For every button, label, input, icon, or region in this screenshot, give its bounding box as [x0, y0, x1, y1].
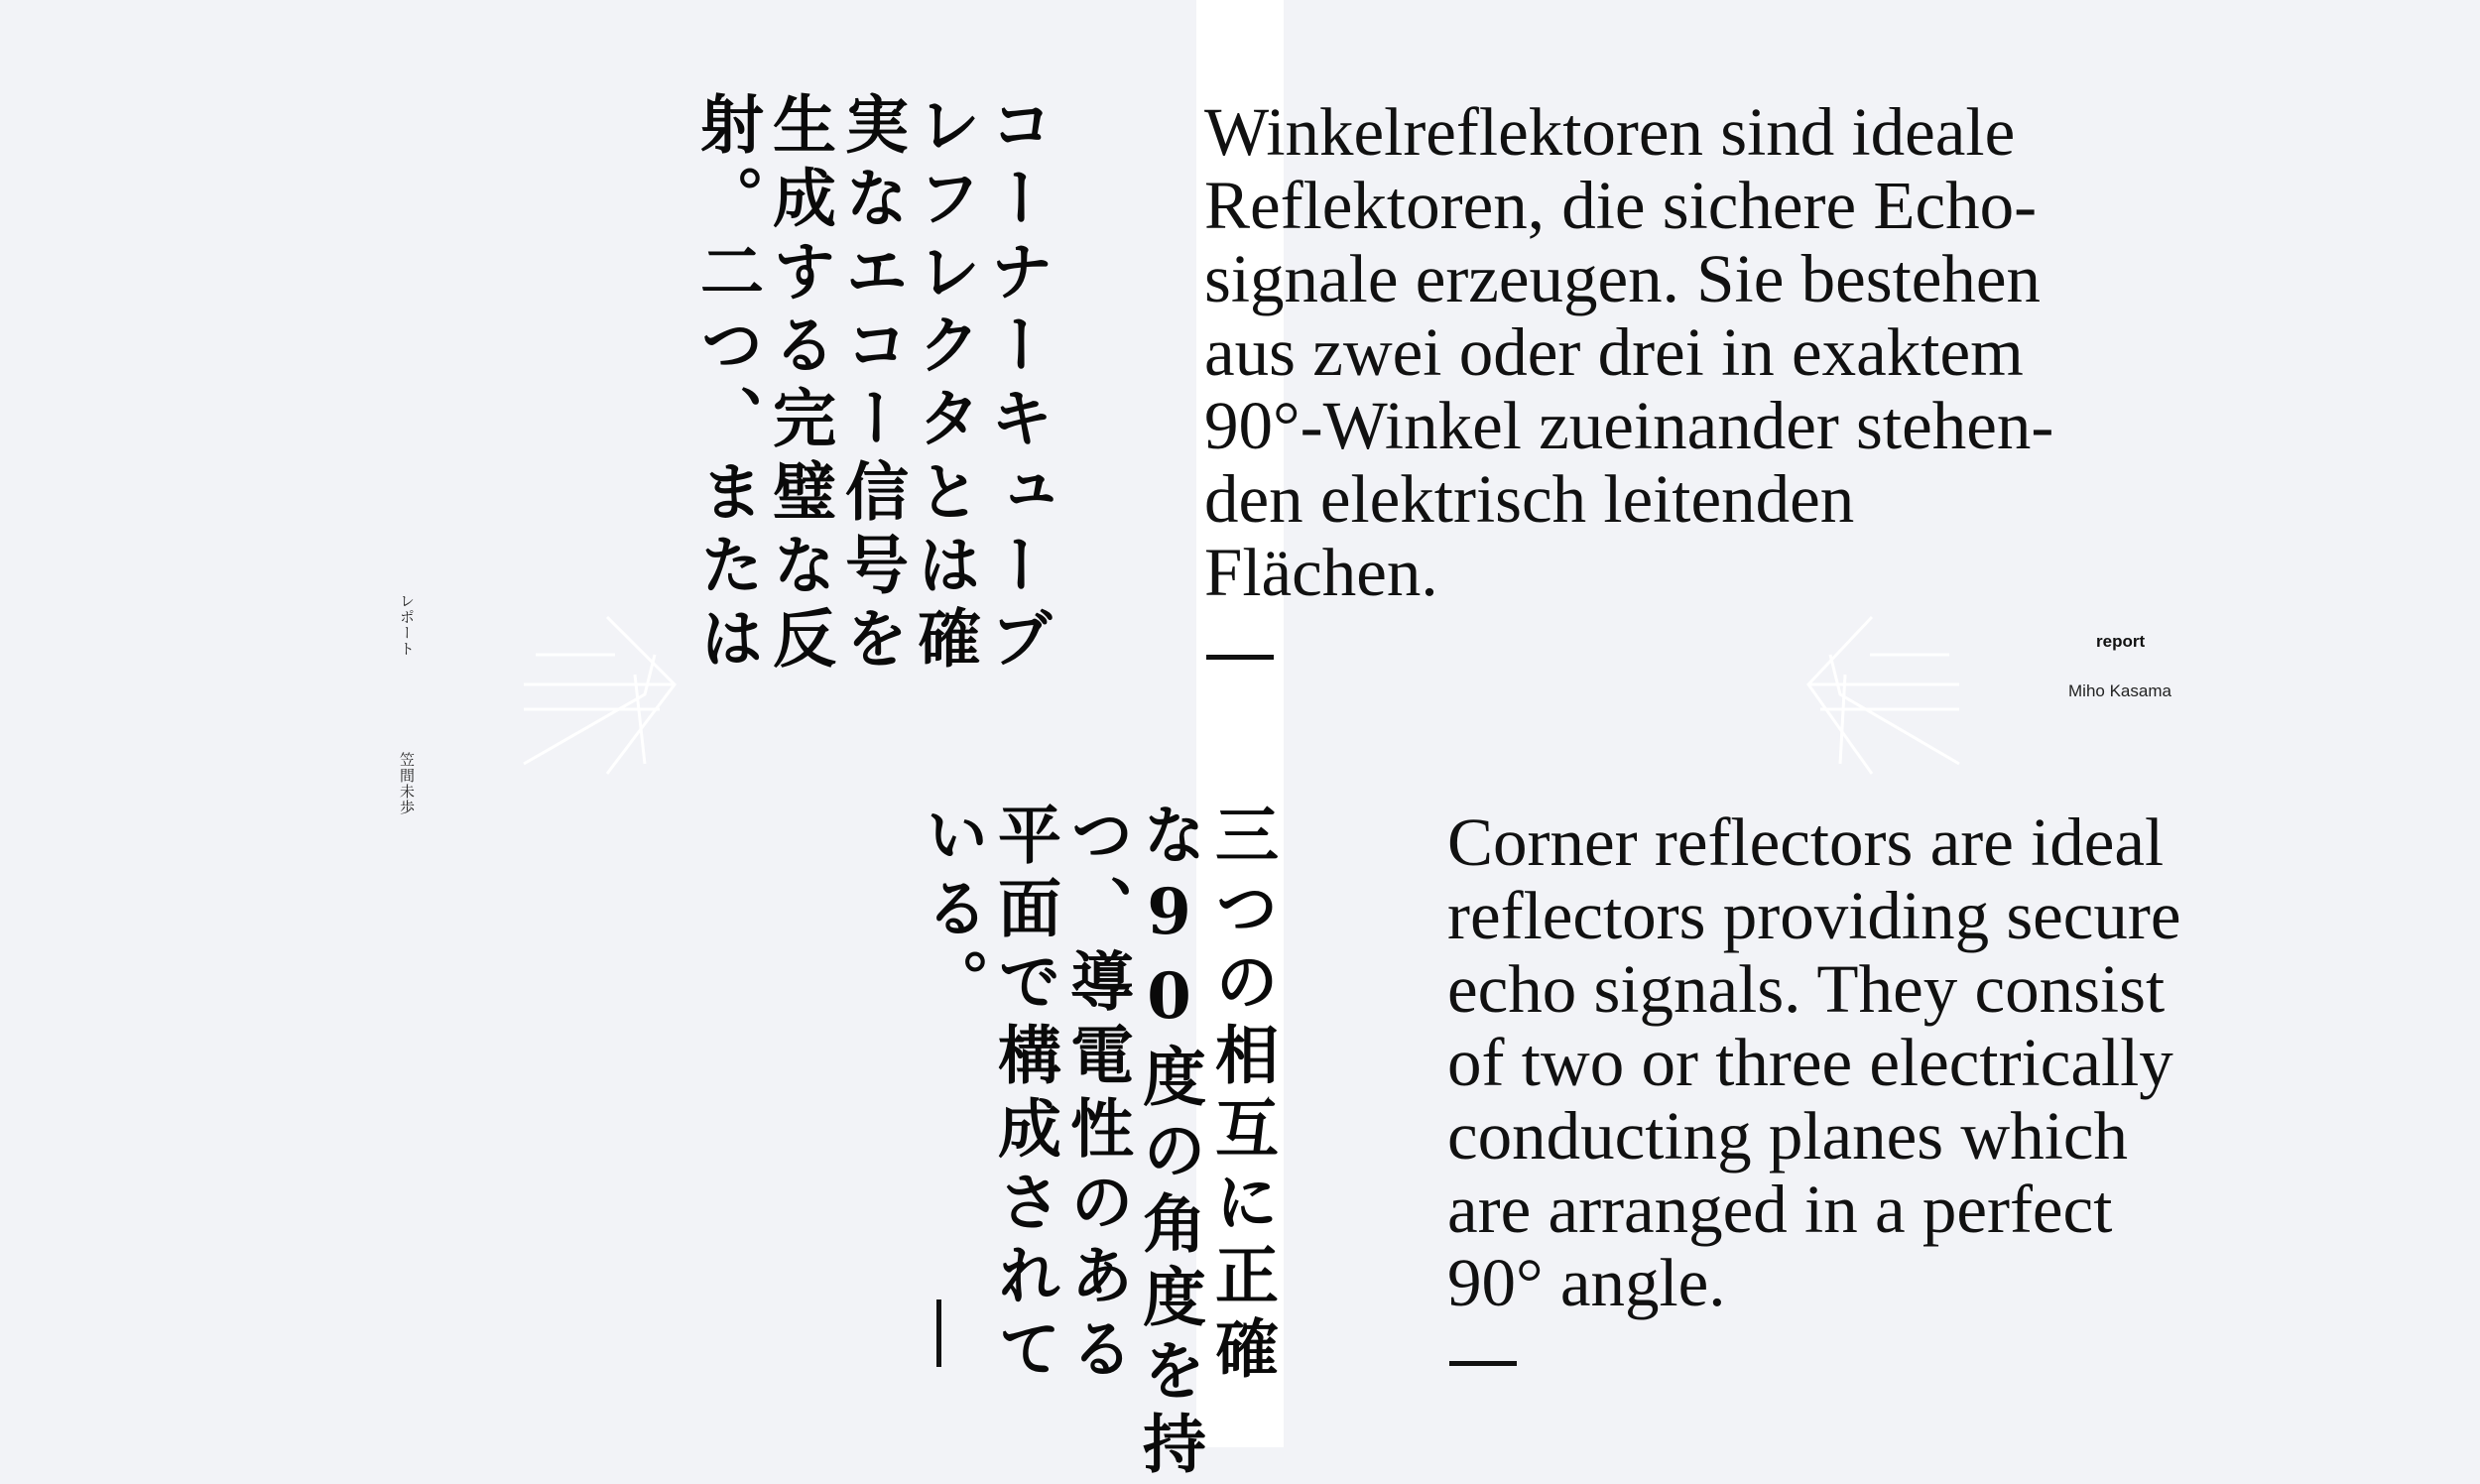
label-author: Miho Kasama — [2068, 681, 2171, 700]
english-paragraph: Corner reflectors are ideal reflectors providing secure echo signals. They consist of two or three electrically conducting planes which are arranged in a perfect 90° angle. — [1447, 804, 2181, 1320]
english-end-dash — [1449, 1361, 1517, 1366]
japanese-end-mark — [936, 1299, 941, 1367]
corner-reflector-arrow-icon — [516, 615, 684, 784]
japanese-text-bottom: 三つの相互に正確 な90度の角度を持 つ、導電性のある 平面で構成されて いる。 — [915, 802, 1279, 1484]
label-report: report — [2096, 632, 2146, 651]
side-label-report-jp: レポート — [398, 593, 416, 657]
side-label-author-jp: 笠間未歩 — [398, 752, 416, 815]
corner-reflector-arrow-icon — [1800, 615, 1969, 784]
german-end-dash — [1206, 655, 1274, 660]
german-paragraph: Winkelreflektoren sind ideale Reflektoren, die sichere Echo- signale erzeugen. Sie bestehen aus zwei oder drei in exaktem 90°-Winkel zueinander stehen- den elektrisch leitenden Flächen. — [1204, 94, 2054, 610]
japanese-text-top: コーナーキューブ レフレクタとは確 実なエコー信号を 生成する完璧な反 射。二つ、または — [689, 91, 1054, 679]
